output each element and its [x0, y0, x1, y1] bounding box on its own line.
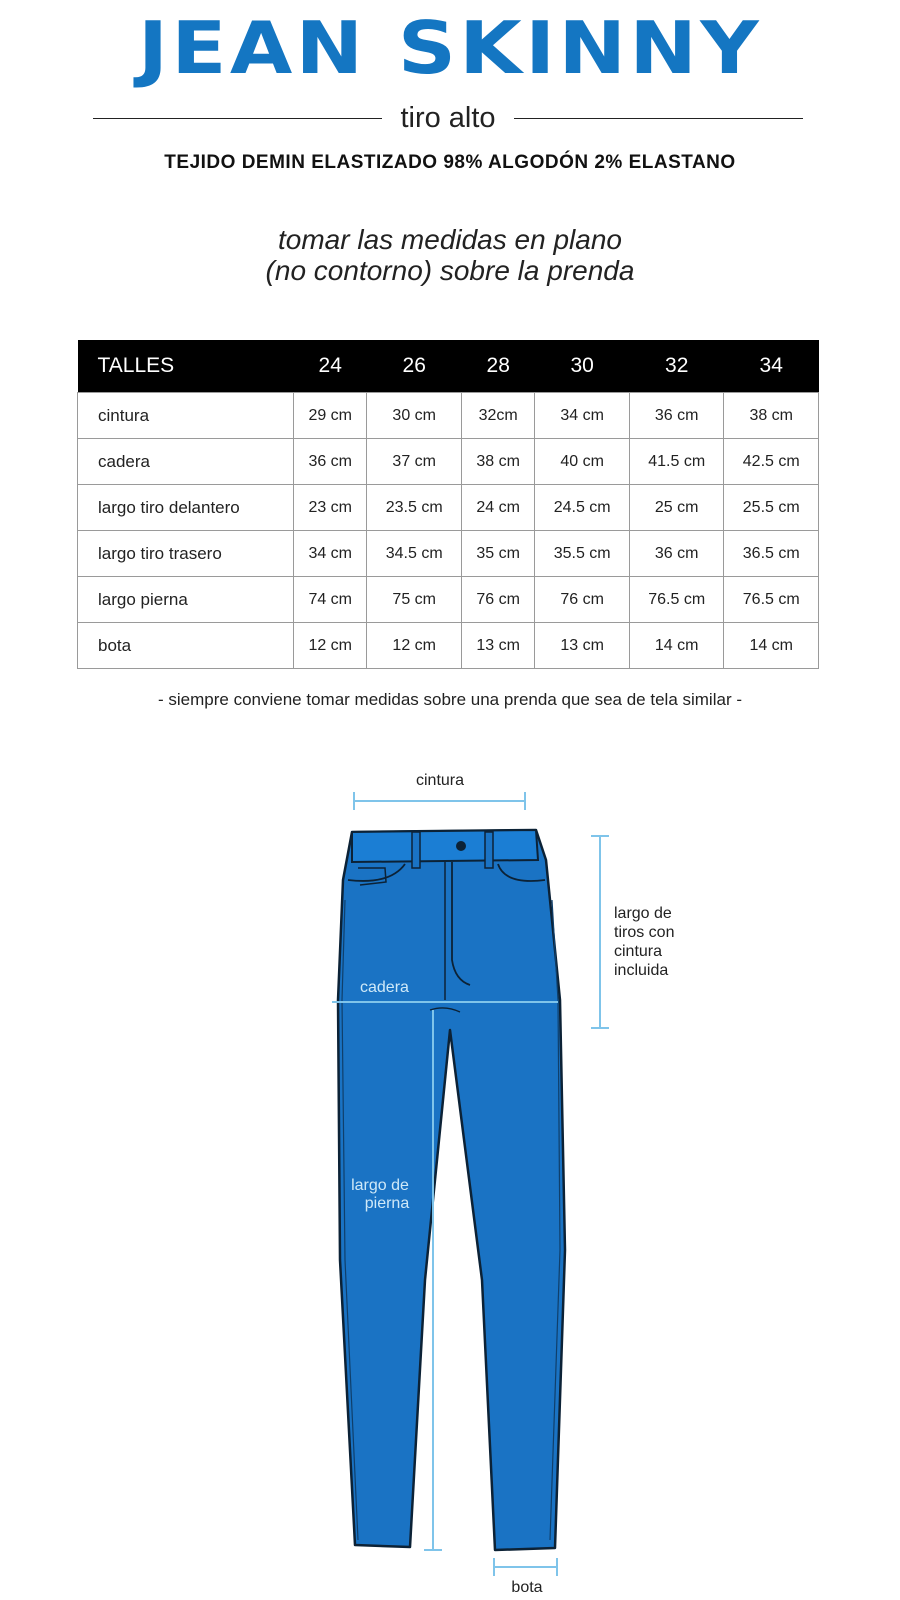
table-cell: 35.5 cm — [535, 531, 630, 577]
table-cell: 35 cm — [461, 531, 534, 577]
table-cell: 13 cm — [461, 623, 534, 669]
table-cell: 14 cm — [629, 623, 724, 669]
table-cell: 76.5 cm — [724, 577, 819, 623]
row-label: largo tiro trasero — [78, 531, 294, 577]
hem-label: bota — [511, 1579, 543, 1596]
header-cell: 24 — [294, 340, 367, 393]
table-cell: 41.5 cm — [629, 439, 724, 485]
subtitle: tiro alto — [400, 101, 496, 134]
table-cell: 23.5 cm — [367, 485, 462, 531]
table-cell: 25 cm — [629, 485, 724, 531]
table-cell: 23 cm — [294, 485, 367, 531]
leg-label-line-1: largo de — [351, 1177, 409, 1194]
rise-measure — [591, 836, 674, 1028]
table-cell: 36 cm — [629, 531, 724, 577]
table-cell: 74 cm — [294, 577, 367, 623]
table-cell: 37 cm — [367, 439, 462, 485]
table-cell: 38 cm — [724, 393, 819, 439]
instruction-line-1: tomar las medidas en plano — [278, 224, 622, 255]
table-cell: 25.5 cm — [724, 485, 819, 531]
leg-label-line-2: pierna — [364, 1195, 410, 1212]
header-cell: 30 — [535, 340, 630, 393]
instruction-line-2: (no contorno) sobre la prenda — [265, 255, 635, 286]
hip-label: cadera — [360, 979, 409, 996]
table-cell: 76 cm — [535, 577, 630, 623]
table-cell: 34 cm — [294, 531, 367, 577]
header-cell: 32 — [629, 340, 724, 393]
table-cell: 14 cm — [724, 623, 819, 669]
table-cell: 76 cm — [461, 577, 534, 623]
table-cell: 76.5 cm — [629, 577, 724, 623]
row-label: largo pierna — [78, 577, 294, 623]
waist-measure — [354, 772, 525, 810]
table-cell: 36 cm — [629, 393, 724, 439]
table-cell: 42.5 cm — [724, 439, 819, 485]
rise-label-line-1: largo de — [614, 905, 672, 922]
rise-label-line-2: tiros con — [614, 924, 675, 941]
row-label: bota — [78, 623, 294, 669]
row-label: cadera — [78, 439, 294, 485]
page-title: JEAN SKINNY — [138, 6, 762, 90]
table-cell: 24 cm — [461, 485, 534, 531]
table-cell: 34 cm — [535, 393, 630, 439]
row-label: largo tiro delantero — [78, 485, 294, 531]
table-cell: 12 cm — [294, 623, 367, 669]
table-cell: 38 cm — [461, 439, 534, 485]
table-cell: 40 cm — [535, 439, 630, 485]
table-cell: 13 cm — [535, 623, 630, 669]
table-cell: 30 cm — [367, 393, 462, 439]
rise-label-line-4: incluida — [614, 962, 669, 979]
measuring-tip: - siempre conviene tomar medidas sobre una prenda que sea de tela similar - — [158, 690, 742, 709]
table-cell: 75 cm — [367, 577, 462, 623]
header-cell: TALLES — [78, 340, 294, 393]
table-cell: 12 cm — [367, 623, 462, 669]
table-cell: 32cm — [461, 393, 534, 439]
header-cell: 34 — [724, 340, 819, 393]
table-cell: 29 cm — [294, 393, 367, 439]
rise-label-line-3: cintura — [614, 943, 663, 960]
belt-loop — [412, 832, 420, 868]
table-cell: 36.5 cm — [724, 531, 819, 577]
fabric-composition: TEJIDO DEMIN ELASTIZADO 98% ALGODÓN 2% ELASTANO — [164, 152, 736, 173]
waist-label: cintura — [415, 772, 465, 789]
hem-measure — [494, 1558, 557, 1596]
table-cell: 34.5 cm — [367, 531, 462, 577]
button-icon — [456, 841, 466, 851]
belt-loop — [485, 832, 493, 868]
header-cell: 26 — [367, 340, 462, 393]
header-cell: 28 — [461, 340, 534, 393]
table-cell: 36 cm — [294, 439, 367, 485]
table-cell: 24.5 cm — [535, 485, 630, 531]
row-label: cintura — [78, 393, 294, 439]
waistband — [352, 830, 538, 862]
